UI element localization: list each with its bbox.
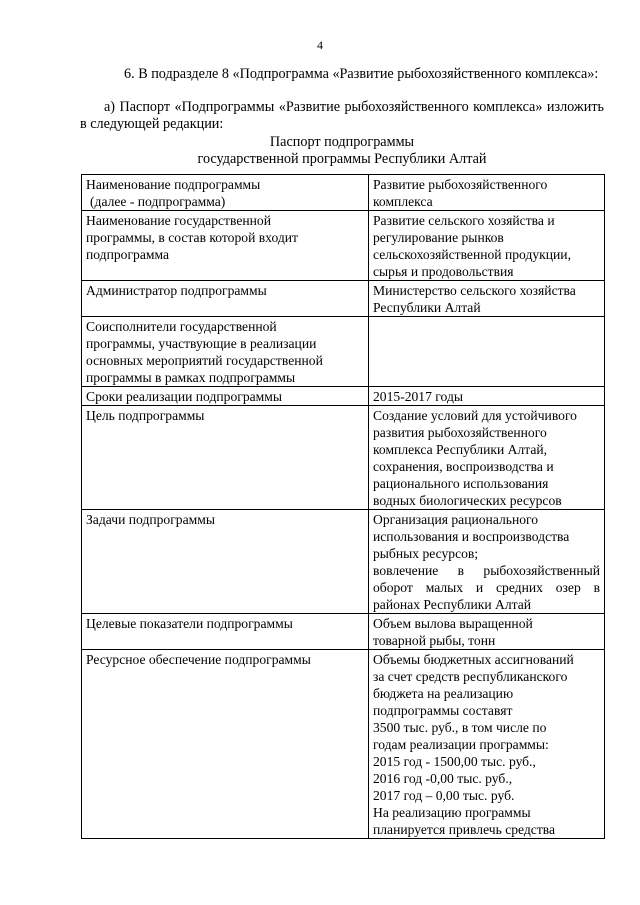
row-value-cell xyxy=(369,510,605,614)
row-label-line: Наименование подпрограммы xyxy=(86,177,261,192)
row-value-line: рационального использования xyxy=(373,476,549,491)
table-row xyxy=(82,281,605,317)
row-value-line: Создание условий для устойчивого xyxy=(373,408,577,423)
row-label-line: программы в рамках подпрограммы xyxy=(86,370,296,385)
row-value-line: 2017 год – 0,00 тыс. руб. xyxy=(373,788,515,803)
row-label-cell xyxy=(82,406,369,510)
table-row xyxy=(82,387,605,406)
row-value-line: Развитие рыбохозяйственного xyxy=(373,177,548,192)
row-value-line: использования и воспроизводства xyxy=(373,529,570,544)
row-value-line: На реализацию программы xyxy=(373,805,531,820)
row-value-line: сохранения, воспроизводства и xyxy=(373,459,554,474)
table-row xyxy=(82,317,605,387)
row-value-line: вовлечение в рыбохозяйственный xyxy=(373,563,600,578)
row-value-line: Республики Алтай xyxy=(373,300,481,315)
row-value-line: водных биологических ресурсов xyxy=(373,493,562,508)
row-label-line: Наименование государственной xyxy=(86,213,271,228)
row-label-line: подпрограмма xyxy=(86,247,170,262)
row-label-line: Сроки реализации подпрограммы xyxy=(86,389,282,404)
row-value-line: развития рыбохозяйственного xyxy=(373,425,547,440)
row-label-line: (далее - подпрограмма) xyxy=(90,194,226,209)
row-label-cell xyxy=(82,211,369,281)
row-value-line: комплекса Республики Алтай, xyxy=(373,442,548,457)
row-value-line: 2016 год -0,00 тыс. руб., xyxy=(373,771,513,786)
row-label-cell xyxy=(82,317,369,387)
row-value-line: годам реализации программы: xyxy=(373,737,549,752)
row-label-cell xyxy=(82,175,369,211)
row-label-line: Задачи подпрограммы xyxy=(86,512,215,527)
row-value-cell xyxy=(369,387,605,406)
table-row xyxy=(82,614,605,650)
row-value-line: бюджета на реализацию xyxy=(373,686,514,701)
row-value-line: Развитие сельского хозяйства и xyxy=(373,213,555,228)
row-value-line: рыбных ресурсов; xyxy=(373,546,479,561)
passport-heading: Паспорт подпрограммы xyxy=(269,134,415,150)
row-label-cell xyxy=(82,650,369,839)
row-value-line: регулирование рынков xyxy=(373,230,504,245)
row-value-line: Объем вылова выращенной xyxy=(373,616,533,631)
row-value-line: сельскохозяйственной продукции, xyxy=(373,247,571,262)
row-value-line: Объемы бюджетных ассигнований xyxy=(373,652,574,667)
row-value-line: оборот малых и средних озер в xyxy=(373,580,600,595)
row-label-line: Ресурсное обеспечение подпрограммы xyxy=(86,652,311,667)
page-number: 4 xyxy=(317,38,323,52)
table-row xyxy=(82,211,605,281)
row-label-cell xyxy=(82,614,369,650)
row-label-line: основных мероприятий государственной xyxy=(86,353,323,368)
row-value-line: за счет средств республиканского xyxy=(373,669,568,684)
paragraph-section-6: 6. В подразделе 8 «Подпрограмма «Развитие рыбохозяйственного комплекса»: xyxy=(124,66,599,82)
row-value-line: районах Республики Алтай xyxy=(373,597,532,612)
table-row xyxy=(82,406,605,510)
row-value-line: 2015 год - 1500,00 тыс. руб., xyxy=(373,754,536,769)
row-label-line: программы, участвующие в реализации xyxy=(86,336,317,351)
table-row xyxy=(82,650,605,839)
row-label-line: Цель подпрограммы xyxy=(86,408,205,423)
row-value-cell xyxy=(369,211,605,281)
paragraph-item-a: а) Паспорт «Подпрограммы «Развитие рыбохозяйственного комплекса» изложить в следующей редакции: xyxy=(80,99,604,132)
row-value-line: Организация рационального xyxy=(373,512,539,527)
row-label-cell xyxy=(82,387,369,406)
row-value-cell xyxy=(369,175,605,211)
row-label-line: Соисполнители государственной xyxy=(86,319,277,334)
row-value-line: Министерство сельского хозяйства xyxy=(373,283,576,298)
row-label-cell xyxy=(82,510,369,614)
row-value-cell xyxy=(369,406,605,510)
passport-table xyxy=(81,174,605,839)
row-value-cell xyxy=(369,281,605,317)
row-value-line: 3500 тыс. руб., в том числе по xyxy=(373,720,547,735)
row-value-line: комплекса xyxy=(373,194,433,209)
row-label-line: программы, в состав которой входит xyxy=(86,230,298,245)
row-label-line: Целевые показатели подпрограммы xyxy=(86,616,293,631)
row-value-line: планируется привлечь средства xyxy=(373,822,556,837)
row-value-cell-empty xyxy=(369,317,605,387)
row-label-cell xyxy=(82,281,369,317)
table-row xyxy=(82,175,605,211)
row-value-cell xyxy=(369,614,605,650)
row-value-line: товарной рыбы, тонн xyxy=(373,633,496,648)
row-label-line: Администратор подпрограммы xyxy=(86,283,267,298)
row-value-line: сырья и продовольствия xyxy=(373,264,514,279)
row-value-line: подпрограммы составят xyxy=(373,703,513,718)
table-row xyxy=(82,510,605,614)
row-value-line: 2015-2017 годы xyxy=(373,389,463,404)
row-value-cell xyxy=(369,650,605,839)
passport-subheading: государственной программы Республики Алтай xyxy=(197,151,487,167)
